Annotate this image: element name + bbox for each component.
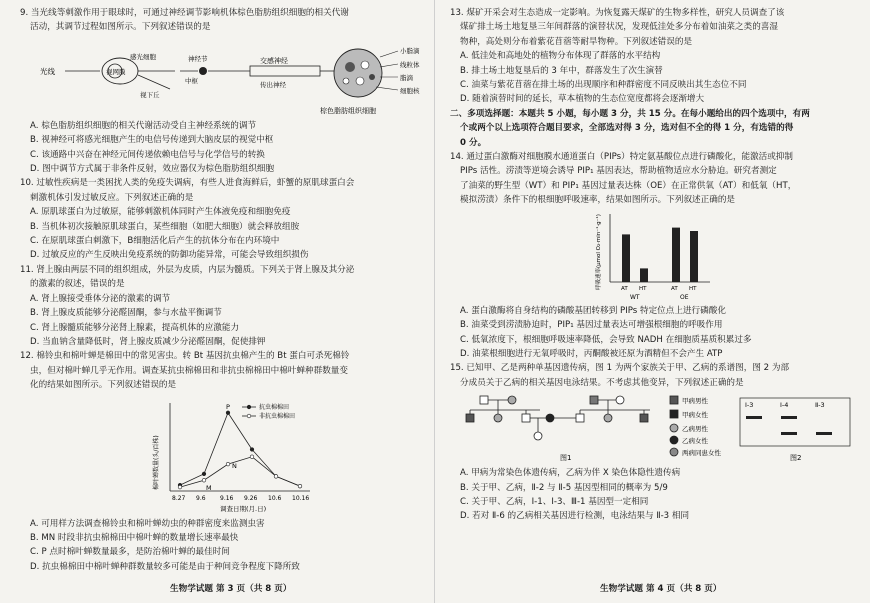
q14-bar-chart	[450, 210, 868, 302]
bar-1	[640, 268, 648, 282]
legend-label-1: 非抗虫棉棉田	[259, 412, 296, 420]
label-shixiaqiu: 视下丘	[140, 90, 160, 99]
series-line-0	[180, 412, 300, 485]
sec2-line3: 0 分。	[460, 137, 487, 148]
q12-chart	[20, 395, 438, 515]
q11-option-B: B. 肾上腺皮质能够分泌醛固酮，参与水盐平衡调节	[30, 308, 222, 319]
label-xiaozhidi: 小脂滴	[400, 46, 420, 55]
bar-category-label: HT	[689, 285, 697, 292]
q13-option-D: D. 随着演替时间的延长，草本植物的生态位宽度都将会逐渐增大	[460, 94, 705, 105]
x-tick-label: 10.16	[292, 494, 310, 502]
lane-I-3: Ⅰ-3	[745, 401, 754, 410]
bar-0	[622, 234, 630, 282]
q13-line1: 13. 煤矿开采会对生态造成一定影响。为恢复露天煤矿的生物多样性，研究人员调查了该	[450, 8, 785, 18]
q9-diagram	[20, 37, 438, 117]
q13-option-A: A. 低洼处和高地处的植物分布体现了群落的水平结构	[460, 51, 661, 62]
y-axis-label: 呼吸速率(μmol O₂·min⁻¹·g⁻¹)	[596, 213, 602, 290]
question-13	[450, 6, 868, 107]
legend-yi-female: 乙病女性	[682, 437, 708, 446]
y-axis-label: 棉叶蝉数量(头/百株)	[153, 434, 160, 490]
legend-jia-female: 甲病女性	[682, 411, 708, 420]
q14-option-B: B. 油菜受到涝渍胁迫时，PIP₁ 基因过量表达可增强根细胞的呼吸作用	[460, 320, 723, 331]
q10-option-A: A. 原肌球蛋白为过敏原，能够刺激机体同时产生体液免疫和细胞免疫	[30, 207, 291, 218]
q12-line3: 化的结果如图所示。下列叙述错误的是	[30, 380, 177, 391]
label-shiwangmo: 视网膜	[106, 67, 126, 76]
annotation-M: M	[206, 483, 212, 492]
q12-options	[20, 517, 438, 575]
I-1	[480, 396, 488, 404]
left-column	[20, 6, 438, 574]
label-jiaogan: 交感神经	[260, 56, 288, 65]
label-xianlitiao: 线粒体	[400, 60, 420, 69]
label-xibaohe: 细胞核	[400, 86, 420, 95]
q9-stem-line1: 9. 当光线等刺激作用于眼球时，可通过神经调节影响机体棕色脂肪组织细胞的相关代谢	[20, 8, 349, 18]
q15-figure	[450, 392, 868, 464]
q13-option-B: B. 排土场土地复垦后的 3 年中，群落发生了次生演替	[460, 65, 663, 76]
series-1-point	[274, 474, 278, 478]
q12-line1: 12. 棉铃虫和棉叶蝉是棉田中的常见害虫。转 Bt 基因抗虫棉产生的 Bt 蛋白可杀死棉铃	[20, 351, 350, 362]
q14-option-D: D. 油菜根细胞进行无氧呼吸时，丙酮酸被还原为酒精但不会产生 ATP	[460, 348, 723, 359]
q14-chart	[450, 210, 868, 302]
group-label-OE: OE	[680, 293, 689, 301]
annotation-P: P	[226, 402, 230, 411]
label-shenjingjie: 神经节	[188, 54, 208, 63]
q11-option-C: C. 肾上腺髓质能够分泌肾上腺素，提高机体的应激能力	[30, 322, 240, 333]
q10-option-B: B. 当机体初次接触原肌球蛋白，某些细胞（如肥大细胞）就会释放组胺	[30, 221, 300, 232]
q14-option-C: C. 低氧浓度下，根细胞呼吸速率降低，会导致 NADH 在细胞质基质积累过多	[460, 334, 752, 345]
q10-option-C: C. 在原肌球蛋白刺激下，B细胞活化后产生的抗体分布在内环境中	[30, 236, 280, 247]
x-axis-label: 调查日期(月.日)	[220, 504, 267, 513]
q15-line1: 15. 已知甲、乙是两种单基因遗传病，图 1 为两个家族关于甲、乙病的系谱图，图 2 为部	[450, 363, 790, 374]
label-chuanchu: 传出神经	[260, 80, 286, 89]
x-tick-label: 9.6	[196, 494, 206, 502]
q15-pedigree-diagram	[450, 392, 868, 464]
sec2-line2: 个或两个以上选项符合题目要求，全部选对得 3 分，选对但不全的得 1 分，有选错的得	[460, 123, 794, 134]
footer-left: 生物学试题 第 3 页（共 8 页）	[170, 584, 292, 594]
series-0-point	[202, 472, 206, 476]
legend-label-0: 抗虫棉棉田	[259, 403, 290, 411]
legend-marker-0	[247, 405, 251, 409]
q15-options	[450, 466, 868, 524]
q14-options	[450, 304, 868, 362]
q11-option-A: A. 肾上腺接受垂体分泌的激素的调节	[30, 293, 171, 304]
legend-both-female: 两病同患女性	[682, 449, 721, 458]
q13-option-C: C. 油菜与紫花苜蓿在排土场的出现顺序和种群密度不同反映出其生态位不同	[460, 80, 747, 91]
lane-I-4: Ⅰ-4	[780, 401, 789, 410]
series-1-point	[250, 455, 254, 459]
sec2-line1: 二、多项选择题：本题共 5 小题，每小题 3 分，共 15 分。在每小题给出的四个选项中，有两	[450, 108, 810, 119]
bar-category-label: HT	[639, 285, 647, 292]
q9-options	[20, 119, 438, 177]
q15-option-D: D. 若对 Ⅱ-6 的乙病相关基因进行检测，电泳结果与 Ⅱ-3 相同	[460, 511, 690, 522]
q15-option-C: C. 关于甲、乙病，Ⅰ-1、Ⅰ-3、Ⅲ-1 基因型一定相同	[460, 496, 649, 507]
q12-option-A: A. 可用样方法调查棉铃虫和棉叶蝉幼虫的种群密度来监测虫害	[30, 518, 265, 529]
question-10	[20, 176, 438, 262]
q13-line2: 煤矿排土场土地复垦三年间群落的演替状况，发现低洼处多分布着如油菜之类的喜湿	[460, 22, 778, 33]
q14-line4: 模拟涝渍）条件下的根细胞呼吸速率，结果如图所示。下列叙述正确的是	[460, 195, 736, 206]
series-1-point	[226, 462, 230, 466]
x-tick-label: 10.6	[268, 494, 282, 502]
annotation-N: N	[232, 461, 237, 470]
q12-line2: 虫，但对棉叶蝉几乎无作用。调查某抗虫棉棉田和非抗虫棉棉田中棉叶蝉种群数量变	[30, 365, 348, 376]
q11-line1: 11. 肾上腺由两层不同的组织组成，外层为皮质，内层为髓质。下列关于肾上腺及其分泌	[20, 264, 355, 275]
series-line-1	[180, 456, 300, 486]
series-1-point	[202, 478, 206, 482]
series-1-point	[178, 485, 182, 489]
q14-line1: 14. 通过蛋白激酶对细胞膜水通道蛋白（PIPs）特定氨基酸位点进行磷酸化，能激活或抑制	[450, 152, 794, 163]
question-12	[20, 349, 438, 392]
q14-line3: 了油菜的野生型（WT）和 PIP₁ 基因过量表达株（OE）在正常供氧（AT）和低氧（HT，	[460, 180, 797, 191]
q15-line2: 分成员关于乙病的相关基因电泳结果。不考虑其他变异，下列叙述正确的是	[460, 377, 744, 388]
q13-line3: 物种，高处则分布着紫花苜蓿等耐旱物种。下列叙述错误的是	[460, 36, 693, 47]
q10-line1: 10. 过敏性疾病是一类困扰人类的免疫失调病，有些人进食海鲜后，虾蟹的原肌球蛋白会	[20, 178, 355, 189]
label-zhongqu: 中枢	[185, 76, 198, 85]
q9-option-A: A. 棕色脂肪组织细胞的相关代谢活动受自主神经系统的调节	[30, 120, 257, 131]
bar-category-label: AT	[671, 285, 678, 292]
q9-option-C: C. 该通路中兴奋在神经元间传递依赖电信号与化学信号的转换	[30, 149, 265, 160]
question-9	[20, 6, 438, 35]
q12-option-D: D. 抗虫棉棉田中棉叶蝉种群数量较多可能是由于种间竞争程度下降所致	[30, 561, 300, 572]
q9-figure	[20, 37, 438, 117]
question-11	[20, 263, 438, 349]
q12-line-chart	[20, 395, 438, 515]
footer-right: 生物学试题 第 4 页（共 8 页）	[600, 584, 722, 594]
x-tick-label: 9.26	[244, 494, 258, 502]
label-zhidi: 脂滴	[400, 73, 413, 82]
question-14	[450, 150, 868, 208]
q9-stem-line2: 活动，其调节过程如图所示。下列叙述错误的是	[30, 22, 211, 33]
fig2-label: 图2	[790, 454, 802, 463]
legend-marker-1	[247, 414, 251, 418]
q12-option-B: B. MN 时段非抗虫棉棉田中棉叶蝉的数量增长速率最快	[30, 532, 239, 543]
q9-option-D: D. 图中调节方式属于非条件反射，效应器仅为棕色脂肪组织细胞	[30, 164, 275, 175]
fig1-label: 图1	[560, 454, 572, 463]
series-0-point	[250, 447, 254, 451]
x-tick-label: 9.16	[220, 494, 234, 502]
question-15	[450, 361, 868, 390]
q10-option-D: D. 过敏反应的产生反映出免疫系统的防御功能异常，可能会导致组织损伤	[30, 250, 309, 261]
section-2-header	[450, 107, 868, 150]
q9-option-B: B. 视神经可将感光细胞产生的电信号传递到大脑皮层的视觉中枢	[30, 135, 274, 146]
bar-2	[672, 227, 680, 281]
q11-option-D: D. 当血钠含量降低时，肾上腺皮质减少分泌醛固酮，促使排钾	[30, 336, 266, 347]
group-label-WT: WT	[630, 293, 640, 301]
label-ganguang: 感光细胞	[130, 52, 156, 61]
q10-line2: 刺激机体引发过敏反应。下列叙述正确的是	[30, 192, 194, 203]
q14-option-A: A. 蛋白激酶将自身结构的磷酸基团转移到 PIPs 特定位点上进行磷酸化	[460, 305, 726, 316]
x-tick-label: 8.27	[172, 494, 186, 502]
series-0-point	[226, 411, 230, 415]
q11-line2: 的激素的叙述，错误的是	[30, 279, 125, 290]
bar-category-label: AT	[621, 285, 628, 292]
q15-option-B: B. 关于甲、乙病，Ⅱ-2 与 Ⅱ-5 基因型相同的概率为 5/9	[460, 482, 668, 493]
label-guangxian: 光线	[40, 66, 55, 76]
lane-II-3: Ⅱ-3	[815, 401, 825, 410]
q15-option-A: A. 甲病为常染色体遗传病，乙病为伴 X 染色体隐性遗传病	[460, 468, 681, 479]
label-caption: 棕色脂肪组织细胞	[320, 106, 376, 115]
legend-yi-male: 乙病男性	[682, 425, 708, 434]
bar-3	[690, 231, 698, 282]
I-2	[508, 396, 516, 404]
right-column	[450, 6, 868, 524]
legend-jia-male: 甲病男性	[682, 397, 708, 406]
series-1-point	[298, 484, 302, 488]
q14-line2: PIPs 活性。涝渍等逆境会诱导 PIP₁ 基因表达，帮助植物适应水分胁迫。研究者测定	[460, 166, 777, 177]
q12-option-C: C. P 点时棉叶蝉数量最多，是防治棉叶蝉的最佳时间	[30, 547, 230, 558]
